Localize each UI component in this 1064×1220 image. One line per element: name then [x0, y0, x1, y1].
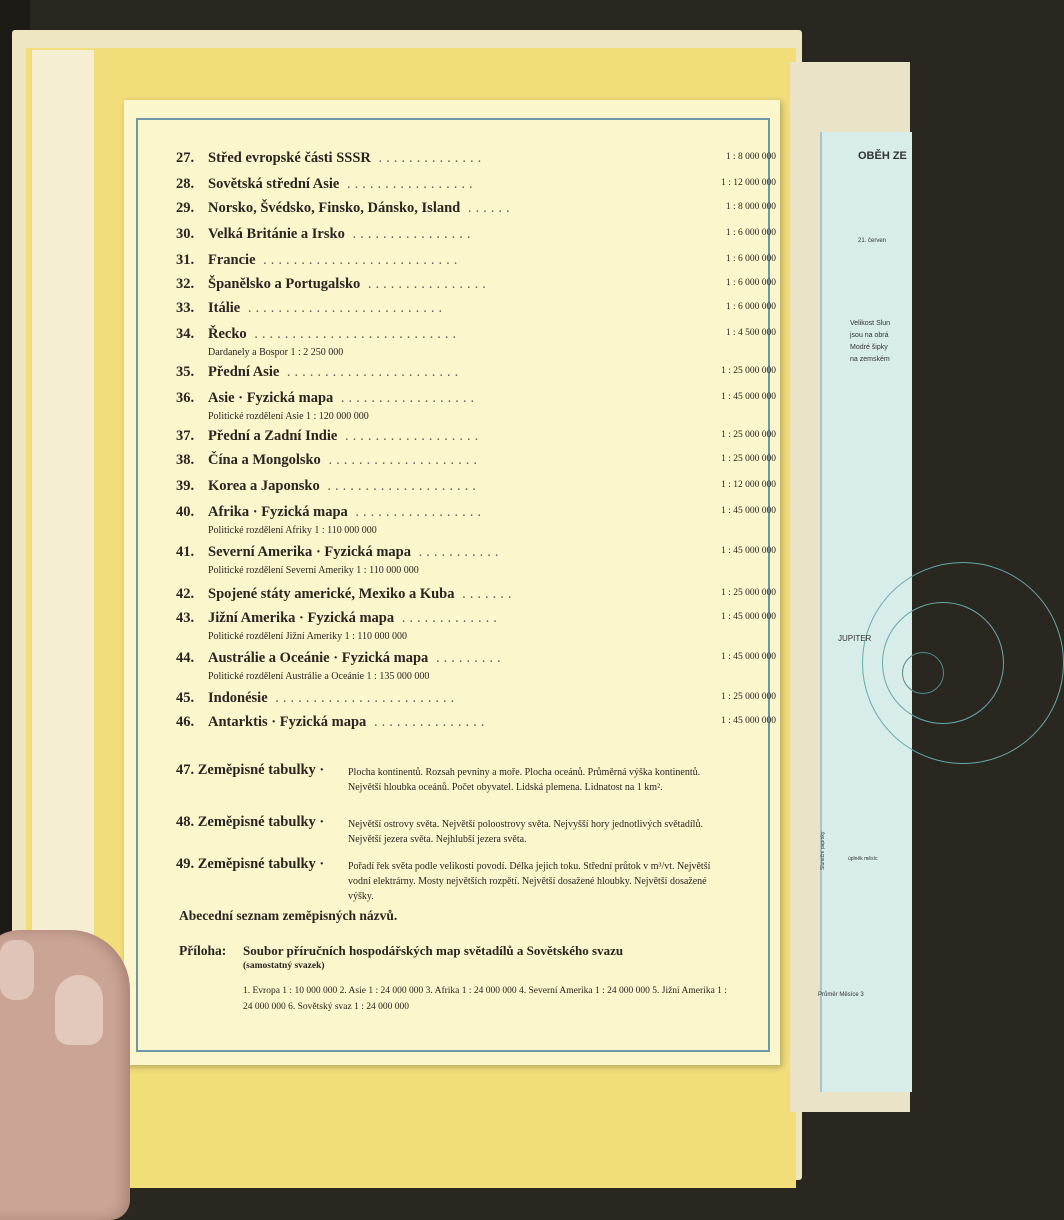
toc-dot-leader: ...........: [411, 544, 503, 560]
toc-scale: 1 : 45 000 000: [721, 506, 776, 516]
toc-entry-main: [176, 252, 776, 274]
toc-dot-leader: ..................: [333, 390, 479, 406]
toc-scale: 1 : 25 000 000: [721, 366, 776, 376]
toc-dot-leader: ..........................: [255, 252, 462, 268]
toc-title: Afrika: [208, 504, 250, 520]
toc-dot-leader: .......: [454, 586, 516, 602]
toc-scale: 1 : 45 000 000: [721, 652, 776, 662]
toc-subtitle: Politické rozdělení Jižní Ameriky 1 : 110 000 000: [208, 631, 408, 642]
toc-scale: 1 : 25 000 000: [721, 588, 776, 598]
toc-table-head: 47. Zeměpisné tabulky ·: [176, 762, 325, 778]
toc-scale: 1 : 45 000 000: [721, 716, 776, 726]
toc-scale: 1 : 8 000 000: [725, 152, 776, 162]
toc-title: Španělsko a Portugalsko: [208, 276, 361, 292]
appendix-list: 1. Evropa 1 : 10 000 000 2. Asie 1 : 24 000 000 3. Afrika 1 : 24 000 000 4. Severní Amerika 1 : 24 000 000 5. Jižní Amerika 1 : 24 000 000 6. Sovětský svaz 1 : 24 000 000: [243, 986, 727, 1012]
toc-scale: 1 : 25 000 000: [721, 430, 776, 440]
toc-entry: [176, 452, 776, 474]
toc-title: Zeměpisné tabulky: [197, 762, 316, 778]
toc-subtitle: Politické rozdělení Afriky 1 : 110 000 000: [208, 525, 377, 536]
toc-entry: [176, 428, 776, 450]
toc-entry-main: [176, 176, 776, 198]
toc-subtitle: Dardanely a Bospor 1 : 2 250 000: [208, 347, 344, 358]
toc-entry-main: [176, 428, 776, 450]
toc-title: Francie: [208, 252, 256, 268]
right-date: 21. červen: [858, 238, 887, 244]
toc-separator: ·: [249, 504, 262, 520]
contents-sheet: [124, 100, 780, 1065]
right-page-map: [820, 132, 912, 1092]
toc-separator: ·: [295, 610, 308, 626]
toc-number: 49.: [176, 856, 195, 872]
right-moon: úplněk měsíc: [848, 856, 878, 862]
toc-dot-leader: ....................: [320, 452, 481, 468]
toc-entry-main: [176, 586, 776, 608]
toc-dot-leader: ...............: [366, 714, 489, 730]
toc-scale: 1 : 8 000 000: [725, 202, 776, 212]
toc-number: 43.: [176, 610, 195, 626]
toc-dot-leader: ................: [360, 276, 490, 292]
toc-entry-main: [176, 544, 776, 566]
toc-scale: 1 : 6 000 000: [725, 278, 776, 288]
toc-separator: ·: [267, 714, 280, 730]
toc-number: 42.: [176, 586, 195, 602]
toc-scale: 1 : 6 000 000: [725, 302, 776, 312]
toc-entry: [176, 252, 776, 274]
index-line: Abecední seznam zeměpisných názvů.: [179, 908, 398, 923]
toc-entry-main: [176, 150, 776, 172]
right-note: Velikost Slun: [850, 320, 891, 327]
toc-dot-leader: ...........................: [246, 326, 461, 342]
toc-entry: [176, 276, 776, 298]
toc-subtitle: Politické rozdělení Severní Ameriky 1 : 110 000 000: [208, 565, 419, 576]
toc-title: Jižní Amerika: [208, 610, 296, 626]
toc-title: Antarktis: [208, 714, 268, 730]
toc-entry-main: [176, 690, 776, 712]
toc-title: Austrálie a Oceánie: [208, 650, 330, 666]
toc-dot-leader: ........................: [267, 690, 459, 706]
toc-entry-main: [176, 276, 776, 298]
toc-entry: [176, 650, 776, 682]
toc-dot-leader: ..........................: [240, 300, 447, 316]
toc-dot-leader: ......: [460, 200, 514, 216]
toc-number: 34.: [176, 326, 195, 342]
toc-entry-main: [176, 650, 776, 672]
toc-scale: 1 : 12 000 000: [721, 178, 776, 188]
toc-title: Indonésie: [208, 690, 268, 706]
toc-scale: 1 : 4 500 000: [725, 328, 776, 338]
toc-number: 45.: [176, 690, 195, 706]
right-heading: OBĚH ZE: [858, 150, 907, 162]
toc-number: 29.: [176, 200, 195, 216]
toc-entry: [176, 300, 776, 322]
toc-entry: [176, 226, 776, 248]
toc-map-type: Fyzická mapa: [341, 650, 429, 666]
toc-entry-main: [176, 326, 776, 348]
toc-entry: [176, 544, 776, 576]
toc-number: 31.: [176, 252, 195, 268]
toc-scale: 1 : 45 000 000: [721, 392, 776, 402]
toc-scale: 1 : 25 000 000: [721, 692, 776, 702]
toc-table-head: 48. Zeměpisné tabulky ·: [176, 814, 325, 830]
toc-scale: 1 : 25 000 000: [721, 454, 776, 464]
orbit-circle: [882, 602, 1004, 724]
toc-scale: 1 : 12 000 000: [721, 480, 776, 490]
toc-title: Přední Asie: [208, 364, 280, 380]
toc-title: Asie: [208, 390, 235, 406]
toc-title: Zeměpisné tabulky: [197, 814, 316, 830]
toc-table-head: 49. Zeměpisné tabulky ·: [176, 856, 325, 872]
right-note: jsou na obrá: [850, 332, 889, 339]
toc-dot-leader: ................: [344, 226, 475, 242]
toc-entry: [176, 390, 776, 422]
toc-entry-main: [176, 452, 776, 474]
toc-entry: [176, 176, 776, 198]
toc-number: 38.: [176, 452, 195, 468]
toc-entry-main: [176, 478, 776, 500]
toc-separator: ·: [234, 390, 247, 406]
toc-entry-main: [176, 200, 776, 222]
toc-table-description: Plocha kontinentů. Rozsah pevniny a moře. Plocha oceánů. Průměrná výška kontinentů. Největší hloubka oceánů. Počet obyvatel. Lidská plemena. Lidnatost na 1 km².: [348, 767, 701, 793]
toc-entry: [176, 200, 776, 222]
toc-entry: [176, 690, 776, 712]
toc-number: 27.: [176, 150, 195, 166]
toc-number: 41.: [176, 544, 195, 560]
toc-dot-leader: .................: [339, 176, 477, 192]
toc-number: 28.: [176, 176, 195, 192]
toc-dot-leader: .......................: [279, 364, 463, 380]
toc-title: Sovětská střední Asie: [208, 176, 340, 192]
toc-map-type: Fyzická mapa: [307, 610, 395, 626]
toc-entry: [176, 150, 776, 172]
toc-number: 48.: [176, 814, 195, 830]
toc-entry-main: [176, 714, 776, 736]
right-footer: Průměr Měsíce 3: [818, 992, 864, 998]
toc-entry-main: [176, 610, 776, 632]
toc-table-description: Pořadí řek světa podle velikosti povodí. Délka jejich toku. Střední průtok v m³/vt. Největší vodní elektrárny. Mosty největších rozpětí. Největší dosažené hloubky. Největší dosažené výšky.: [348, 861, 711, 902]
toc-scale: 1 : 6 000 000: [725, 228, 776, 238]
toc-number: 32.: [176, 276, 195, 292]
toc-entry: [176, 504, 776, 536]
right-note: na zemském: [850, 356, 890, 363]
toc-number: 44.: [176, 650, 195, 666]
toc-number: 30.: [176, 226, 195, 242]
right-rays: Sluneční paprsky: [820, 831, 826, 870]
toc-scale: 1 : 6 000 000: [725, 254, 776, 264]
toc-number: 39.: [176, 478, 195, 494]
toc-number: 36.: [176, 390, 195, 406]
toc-separator: ·: [329, 650, 342, 666]
toc-title: Velká Británie a Irsko: [208, 226, 345, 242]
appendix-label: Příloha:: [179, 943, 227, 958]
toc-entry: [176, 364, 776, 386]
toc-entry-main: [176, 364, 776, 386]
toc-title: Severní Amerika: [208, 544, 313, 560]
thumbnail: [55, 975, 103, 1045]
toc-table-description: Největší ostrovy světa. Největší poloostrovy světa. Nejvyšší hory jednotlivých světadílů. Největší jezera světa. Nejhlubší jezera světa.: [348, 819, 703, 845]
toc-entry: [176, 478, 776, 500]
toc-dot-leader: ....................: [319, 478, 480, 494]
toc-dot-leader: .................: [347, 504, 486, 520]
toc-number: 40.: [176, 504, 195, 520]
toc-map-type: Fyzická mapa: [324, 544, 411, 560]
toc-title: Střed evropské části SSSR: [208, 150, 371, 166]
toc-map-type: Fyzická mapa: [246, 390, 334, 406]
toc-entry-main: [176, 504, 776, 526]
toc-scale: 1 : 45 000 000: [721, 546, 776, 556]
toc-subtitle: Politické rozdělení Asie 1 : 120 000 000: [208, 411, 369, 422]
toc-number: 35.: [176, 364, 195, 380]
toc-dot-leader: ..............: [370, 150, 486, 166]
toc-entry: [176, 326, 776, 358]
toc-subtitle: Politické rozdělení Austrálie a Oceánie 1 : 135 000 000: [208, 671, 430, 682]
toc-number: 37.: [176, 428, 195, 444]
toc-map-type: Fyzická mapa: [261, 504, 348, 520]
toc-dot-leader: .............: [394, 610, 501, 626]
fingernail: [0, 940, 34, 1000]
toc-title: Řecko: [208, 326, 247, 342]
toc-title: Zeměpisné tabulky: [197, 856, 316, 872]
right-note: Modré šipky: [850, 344, 888, 351]
appendix-subtitle: (samostatný svazek): [243, 961, 325, 971]
toc-scale: 1 : 45 000 000: [721, 612, 776, 622]
toc-entry: [176, 610, 776, 642]
toc-entry-main: [176, 300, 776, 322]
toc-title: Korea a Japonsko: [208, 478, 320, 494]
right-page: [790, 62, 910, 1112]
toc-number: 46.: [176, 714, 195, 730]
toc-entry-main: [176, 390, 776, 412]
toc-title: Norsko, Švédsko, Finsko, Dánsko, Island: [208, 200, 461, 216]
toc-entry: [176, 714, 776, 736]
toc-title: Spojené státy americké, Mexiko a Kuba: [208, 586, 455, 602]
right-jupiter: JUPITER: [838, 634, 872, 643]
toc-title: Přední a Zadní Indie: [208, 428, 338, 444]
toc-number: 47.: [176, 762, 195, 778]
toc-dot-leader: ..................: [337, 428, 483, 444]
toc-title: Itálie: [208, 300, 241, 316]
toc-entry: [176, 586, 776, 608]
toc-map-type: Fyzická mapa: [279, 714, 367, 730]
orbit-circle: [902, 652, 944, 694]
toc-number: 33.: [176, 300, 195, 316]
appendix-title: Soubor příručních hospodářských map světadílů a Sovětského svazu: [243, 943, 624, 958]
toc-separator: ·: [312, 544, 325, 560]
toc-entry-main: [176, 226, 776, 248]
toc-title: Čína a Mongolsko: [208, 452, 321, 468]
toc-dot-leader: .........: [428, 650, 505, 666]
